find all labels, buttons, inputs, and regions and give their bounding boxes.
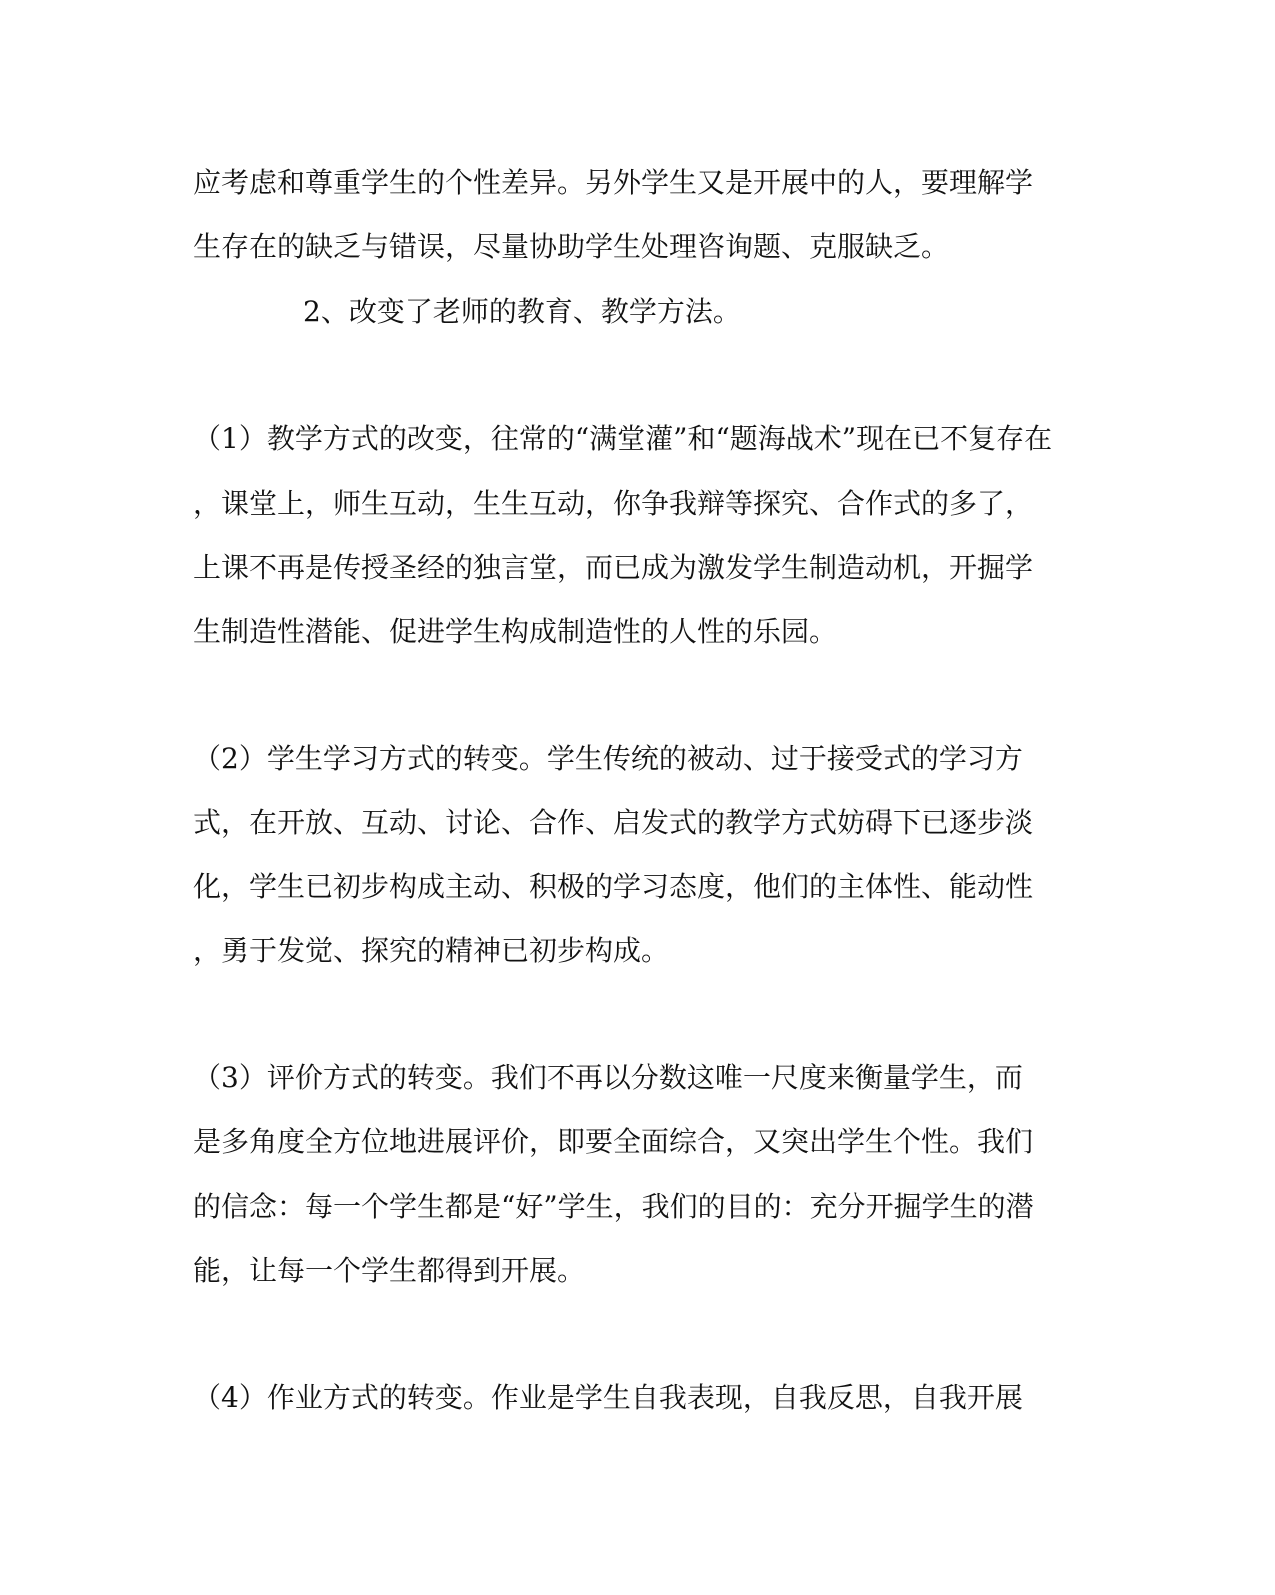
item-1-line: ，课堂上，师生互动，生生互动，你争我辩等探究、合作式的多了， [193,487,1034,520]
item-3-line: （3）评价方式的转变。我们不再以分数这唯一尺度来衡量学生，而 [193,1061,1023,1094]
item-2-line: （2）学生学习方式的转变。学生传统的被动、过于接受式的学习方 [193,742,1023,775]
item-1-line: （1）教学方式的改变，往常的“满堂灌”和“题海战术”现在已不复存在 [193,422,1053,455]
paragraph-line: 生存在的缺乏与错误，尽量协助学生处理咨询题、克服缺乏。 [193,230,950,263]
item-1-line: 上课不再是传授圣经的独言堂，而已成为激发学生制造动机，开掘学 [193,551,1034,584]
item-3-line: 是多角度全方位地进展评价，即要全面综合，又突出学生个性。我们 [193,1125,1034,1158]
item-4-line: （4）作业方式的转变。作业是学生自我表现，自我反思，自我开展 [193,1381,1023,1414]
item-2-line: ，勇于发觉、探究的精神已初步构成。 [193,934,670,967]
item-3-line: 能，让每一个学生都得到开展。 [193,1254,586,1287]
item-1-line: 生制造性潜能、促进学生构成制造性的人性的乐园。 [193,615,838,648]
section-heading: 2、改变了老师的教育、教学方法。 [303,295,741,328]
item-2-line: 式，在开放、互动、讨论、合作、启发式的教学方式妨碍下已逐步淡 [193,806,1034,839]
paragraph-line: 应考虑和尊重学生的个性差异。另外学生又是开展中的人，要理解学 [193,166,1034,199]
item-2-line: 化，学生已初步构成主动、积极的学习态度，他们的主体性、能动性 [193,870,1034,903]
item-3-line: 的信念：每一个学生都是“好”学生，我们的目的：充分开掘学生的潜 [193,1190,1034,1223]
